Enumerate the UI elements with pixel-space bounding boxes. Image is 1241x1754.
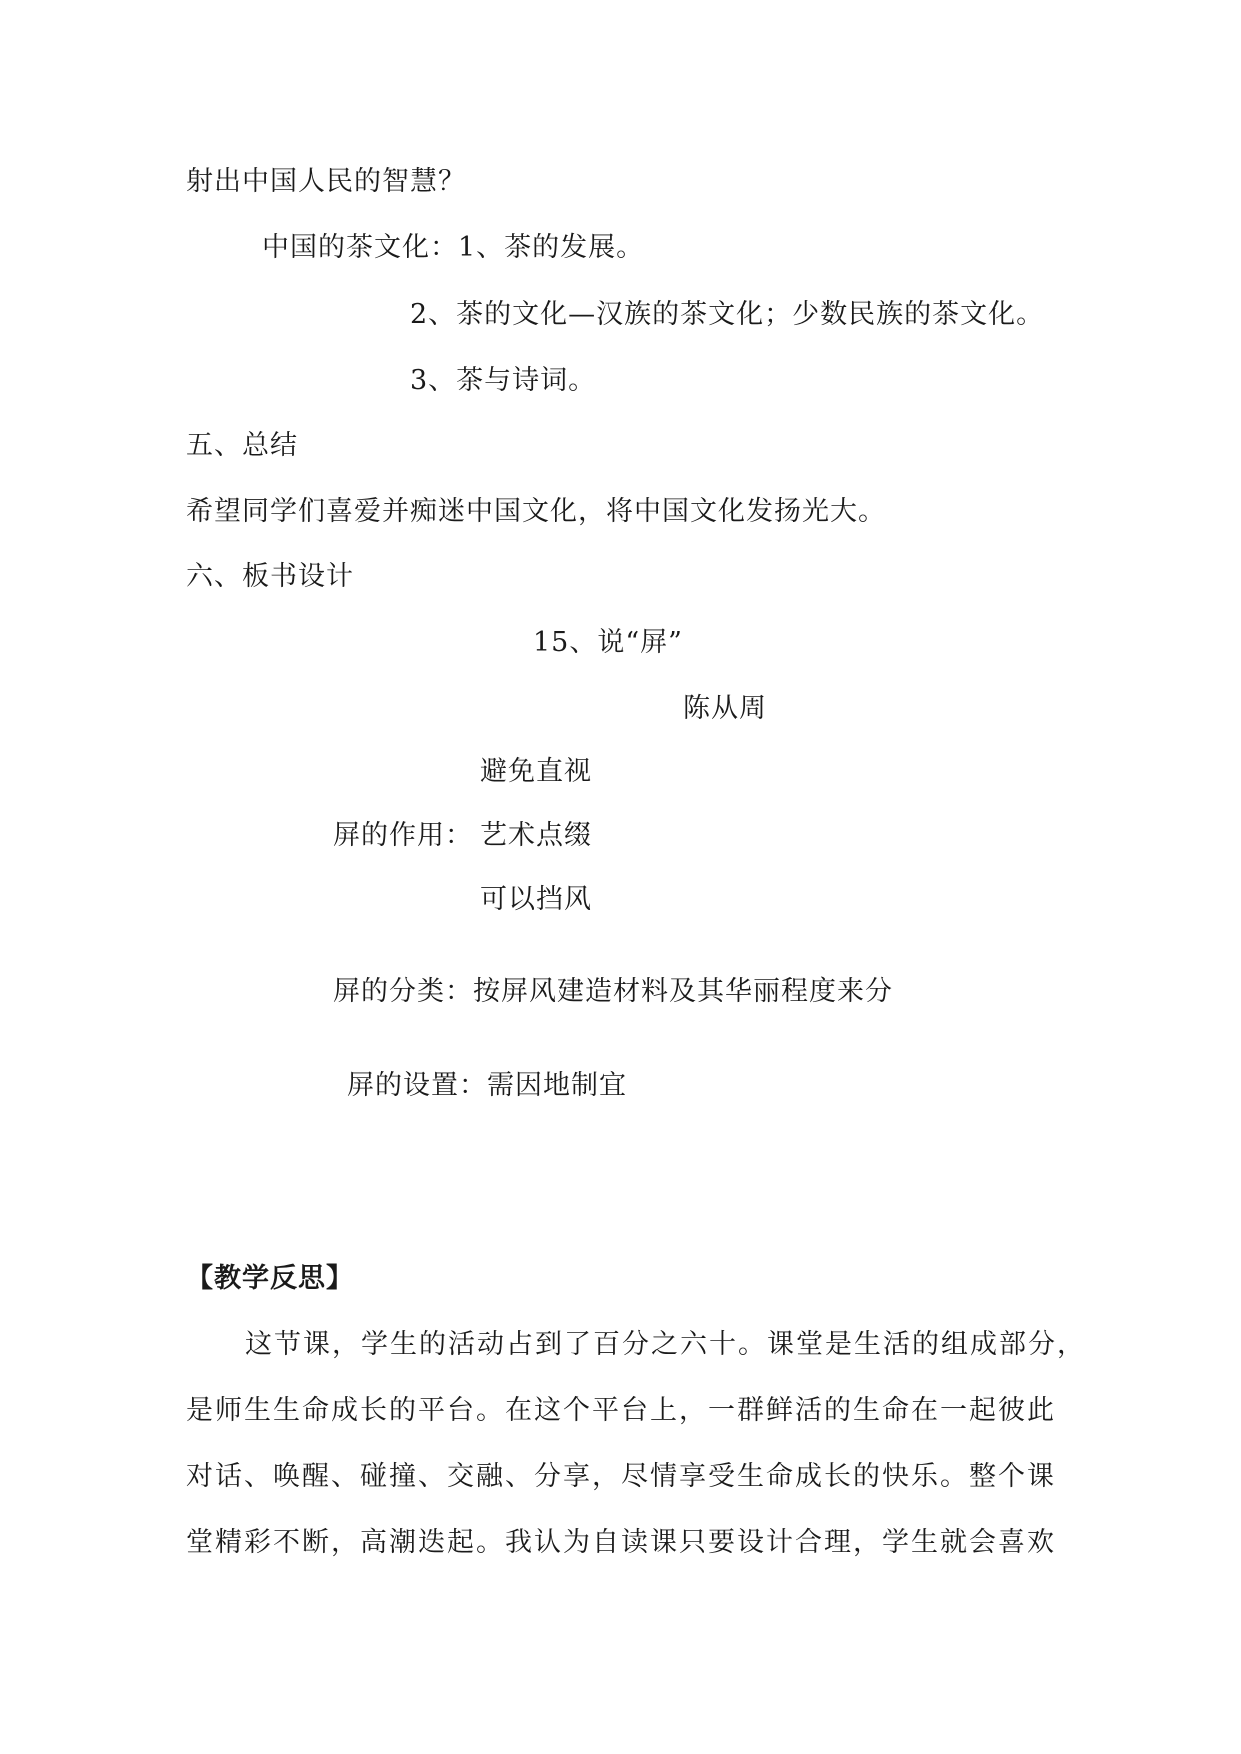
board-function-label: 屏的作用： bbox=[333, 820, 473, 851]
section-5-text: 希望同学们喜爱并痴迷中国文化，将中国文化发扬光大。 bbox=[186, 496, 886, 527]
reflection-line-3: 对话、唤醒、碰撞、交融、分享，尽情享受生命成长的快乐。整个课 bbox=[186, 1461, 1056, 1492]
tea-culture-item-2: 2、茶的文化—汉族的茶文化；少数民族的茶文化。 bbox=[410, 299, 1045, 330]
intro-tail-line: 射出中国人民的智慧？ bbox=[186, 166, 466, 197]
board-classification: 屏的分类：按屏风建造材料及其华丽程度来分 bbox=[333, 976, 893, 1007]
board-function-item-2: 艺术点缀 bbox=[480, 820, 592, 851]
section-5-heading: 五、总结 bbox=[186, 430, 298, 461]
board-title: 15、说“屏” bbox=[533, 627, 683, 658]
tea-culture-heading: 中国的茶文化：1、茶的发展。 bbox=[262, 232, 645, 263]
board-setting: 屏的设置：需因地制宜 bbox=[347, 1070, 627, 1101]
reflection-heading: 【教学反思】 bbox=[186, 1263, 354, 1294]
board-function-item-3: 可以挡风 bbox=[480, 884, 592, 915]
board-function-item-1: 避免直视 bbox=[480, 756, 592, 787]
reflection-line-2: 是师生生命成长的平台。在这个平台上，一群鲜活的生命在一起彼此 bbox=[186, 1395, 1056, 1426]
reflection-line-4: 堂精彩不断，高潮迭起。我认为自读课只要设计合理，学生就会喜欢 bbox=[186, 1527, 1056, 1558]
tea-culture-item-3: 3、茶与诗词。 bbox=[410, 365, 597, 396]
board-author: 陈从周 bbox=[683, 693, 767, 724]
reflection-line-1: 这节课，学生的活动占到了百分之六十。课堂是生活的组成部分， bbox=[245, 1329, 1086, 1360]
section-6-heading: 六、板书设计 bbox=[186, 561, 354, 592]
